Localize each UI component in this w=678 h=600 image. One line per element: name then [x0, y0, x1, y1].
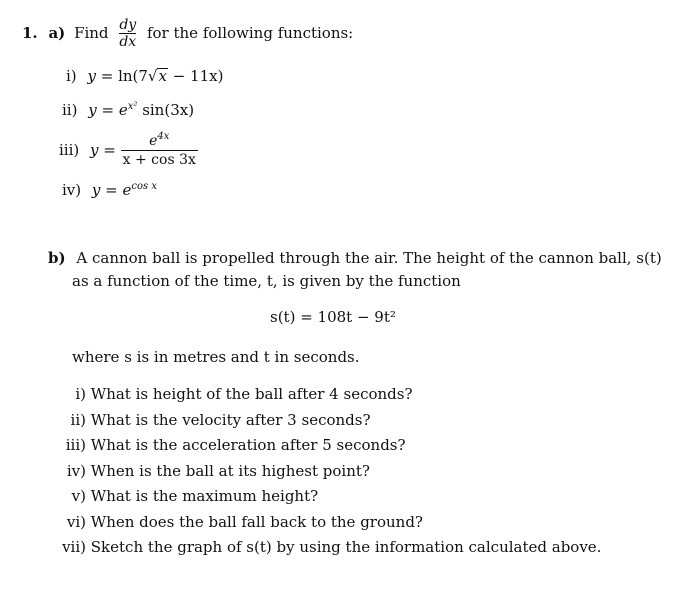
units-line: where s is in metres and t in seconds.	[72, 348, 360, 366]
part-a-label: a)	[48, 24, 66, 42]
exp-base: e	[118, 101, 128, 119]
part-a-header	[22, 18, 353, 50]
roman-numeral: iii)	[59, 141, 80, 159]
part-b-line-2: as a function of the time, t, is given by the function	[72, 272, 461, 290]
part-a-item-4: iv) $y = e^{cos x}$	[62, 181, 157, 199]
list-item: i) What is height of the ball after 4 seconds?	[75, 385, 413, 403]
height-equation: s(t) = 108t − 9t²	[270, 308, 396, 326]
roman-numeral: ii)	[62, 101, 78, 119]
expr-pre: ln(7	[118, 67, 148, 85]
sqrt-argument: x	[158, 67, 167, 85]
list-item: vii) Sketch the graph of s(t) by using the information calculated above.	[62, 538, 602, 556]
denominator: x + cos 3x	[122, 152, 196, 168]
list-item: v) What is the maximum height?	[71, 487, 319, 505]
part-a-item-1: i) y = ln(7√x − 11x)	[66, 67, 224, 85]
list-item: iii) What is the acceleration after 5 seconds?	[65, 436, 406, 454]
part-a-item-2: ii) $y = e^{x^2}$ sin(3x)	[62, 101, 195, 119]
question-number: 1.	[22, 24, 38, 42]
list-item: iv) When is the ball at its highest point?	[66, 461, 370, 480]
expr-post: − 11x)	[167, 67, 224, 85]
roman-numeral: iv)	[62, 181, 82, 199]
part-a-item-3: iii) y = $\frac{e^{4x}}{x + \cos 3x}$	[59, 131, 196, 168]
numerator-exponent: 4x	[157, 131, 170, 142]
find-text: Find	[74, 24, 109, 42]
dy-numerator: dy	[119, 17, 137, 33]
list-item: vi) When does the ball fall back to the ground?	[66, 512, 423, 531]
part-b-line-1: b) A cannon ball is propelled through the air. The height of the cannon ball, s(t)	[48, 249, 662, 267]
numerator-base: e	[149, 133, 158, 149]
roman-numeral: i)	[66, 67, 77, 85]
expr-rest: sin(3x)	[142, 101, 195, 119]
iii-fraction	[121, 131, 198, 168]
prompt-rest: for the following functions:	[146, 24, 354, 42]
part-b-label: b)	[48, 249, 66, 267]
dx-denominator: dx	[119, 34, 137, 50]
exponent: x²	[127, 101, 138, 112]
dy-dx-fraction	[119, 18, 136, 50]
sqrt-symbol: √	[147, 67, 158, 85]
exp-base: e	[122, 181, 132, 199]
exponent: cos x	[131, 181, 157, 192]
list-item: ii) What is the velocity after 3 seconds?	[70, 410, 371, 429]
question-list	[58, 382, 601, 561]
